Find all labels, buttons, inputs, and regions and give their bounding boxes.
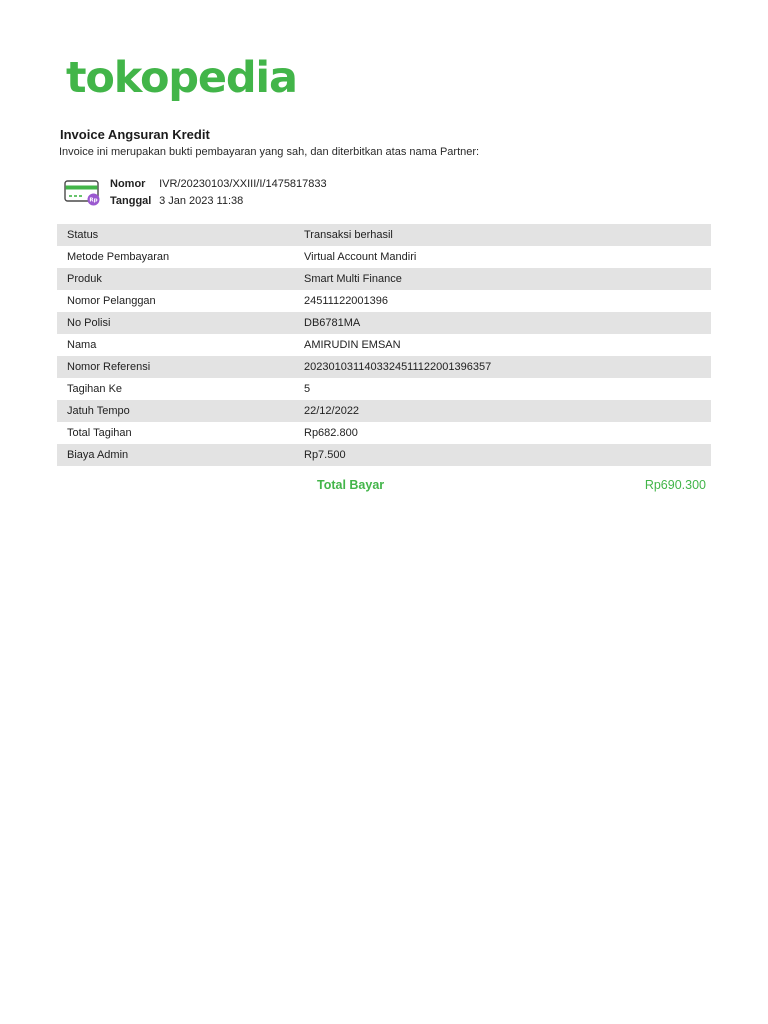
detail-row-police-number	[57, 312, 711, 334]
detail-value: 5	[304, 383, 311, 395]
detail-label: No Polisi	[67, 317, 111, 329]
tanggal-label: Tanggal	[110, 195, 152, 207]
detail-value: AMIRUDIN EMSAN	[304, 339, 401, 351]
detail-value: Virtual Account Mandiri	[304, 251, 417, 263]
detail-label: Metode Pembayaran	[67, 251, 170, 263]
nomor-label: Nomor	[110, 178, 146, 190]
detail-label: Nomor Pelanggan	[67, 295, 156, 307]
detail-value: Rp7.500	[304, 449, 346, 461]
detail-row-customer-number	[57, 290, 711, 312]
detail-row-total-bill	[57, 422, 711, 444]
detail-value: 22/12/2022	[304, 405, 360, 417]
invoice-date	[110, 195, 243, 207]
total-value: Rp690.300	[644, 478, 706, 492]
detail-value: 20230103114033245111220013963​57	[304, 361, 492, 373]
detail-row-product	[57, 268, 711, 290]
detail-label: Nama	[67, 339, 97, 351]
total-label: Total Bayar	[317, 478, 385, 492]
tanggal-value: 3 Jan 2023 11:38	[159, 195, 244, 207]
detail-label: Total Tagihan	[67, 427, 132, 439]
svg-text:Rp: Rp	[89, 197, 98, 204]
tokopedia-logo: tokopedia	[66, 53, 297, 103]
detail-label: Nomor Referensi	[67, 361, 151, 373]
detail-row-installment	[57, 378, 711, 400]
total-payment	[0, 476, 768, 496]
detail-value: DB6781MA	[304, 317, 361, 329]
detail-row-admin-fee	[57, 444, 711, 466]
detail-value: 24511122001396	[304, 295, 389, 307]
invoice-title: Invoice Angsuran Kredit	[60, 127, 210, 142]
detail-label: Jatuh Tempo	[67, 405, 130, 417]
detail-label: Produk	[67, 273, 102, 285]
detail-row-due-date	[57, 400, 711, 422]
detail-label: Biaya Admin	[67, 449, 129, 461]
detail-row-reference-number	[57, 356, 711, 378]
detail-value: Smart Multi Finance	[304, 273, 402, 285]
nomor-value: IVR/20230103/XXIII/I/1475817833	[159, 178, 327, 190]
detail-value: Transaksi berhasil	[304, 229, 393, 241]
detail-label: Status	[67, 229, 99, 241]
detail-label: Tagihan Ke	[67, 383, 123, 395]
detail-row-payment-method	[57, 246, 711, 268]
detail-value: Rp682.800	[304, 427, 358, 439]
invoice-number	[110, 178, 327, 190]
detail-row-name	[57, 334, 711, 356]
detail-row-status	[57, 224, 711, 246]
credit-card-rp-icon	[64, 179, 102, 207]
invoice-details-table	[57, 224, 711, 466]
invoice-subtitle: Invoice ini merupakan bukti pembayaran yang sah, dan diterbitkan atas nama Partner:	[59, 146, 480, 158]
